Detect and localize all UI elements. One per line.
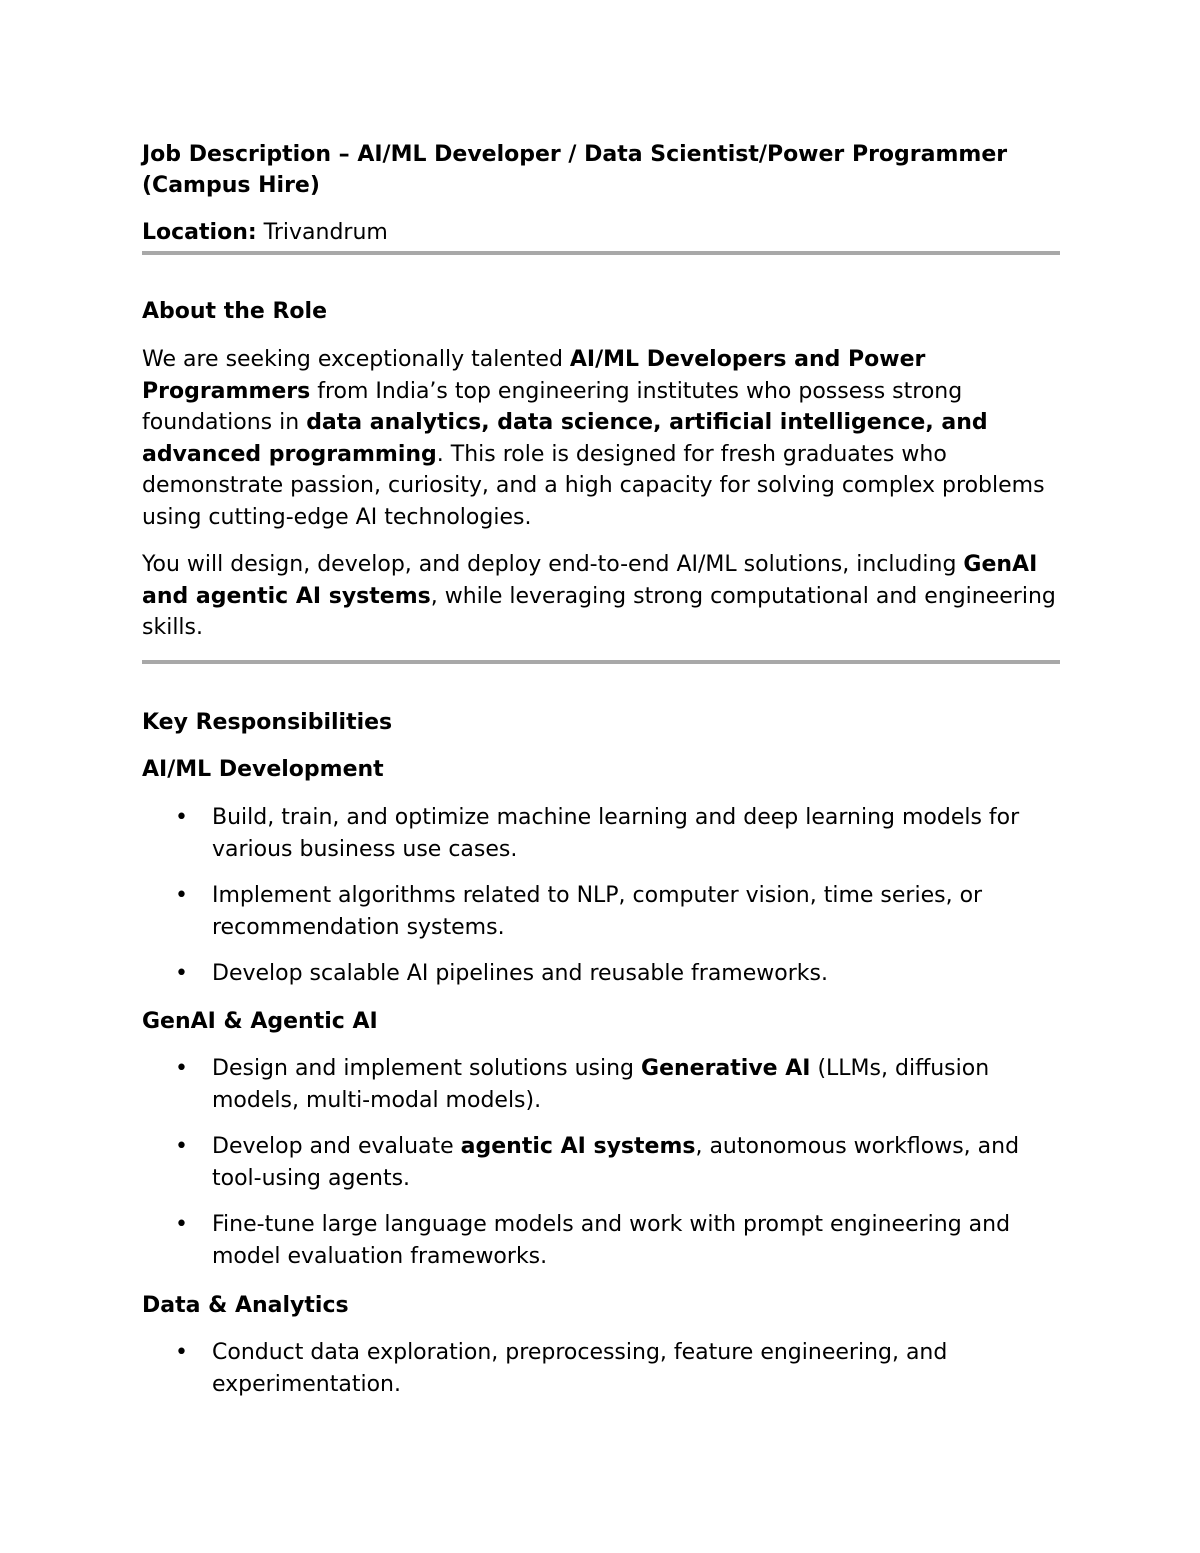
list-item [142, 1209, 1052, 1272]
list-item [142, 880, 1052, 943]
about-p1-text-3: . This role is designed for fresh graduates who demonstrate passion, curiosity, and a high capacity for solving complex problems using cutting-edge AI technologies. [142, 441, 1045, 530]
list-item [142, 958, 1052, 990]
list-item-text: Build, train, and optimize machine learning and deep learning models for various business use cases. [212, 805, 1020, 862]
list-item-text: Fine-tune large language models and work with prompt engineering and model evaluation frameworks. [212, 1212, 1011, 1269]
genai-list [142, 1053, 1060, 1287]
about-paragraph-2 [142, 549, 1060, 644]
bullet-icon: • [175, 1134, 188, 1159]
about-p2-text-1: You will design, develop, and deploy end-to-end AI/ML solutions, including [142, 552, 964, 577]
list-item-text: Develop scalable AI pipelines and reusable frameworks. [212, 961, 828, 986]
list-item-text: Implement algorithms related to NLP, computer vision, time series, or recommendation systems. [212, 883, 983, 940]
list-item-text: , autonomous workflows, and tool-using agents. [212, 1134, 1020, 1191]
list-item-text: (LLMs, diffusion models, multi-modal models). [212, 1056, 990, 1113]
bullet-icon: • [175, 961, 188, 986]
list-item [142, 802, 1052, 865]
list-item-bold: agentic AI systems [460, 1134, 696, 1159]
about-p2-text-2: , while leveraging strong computational and engineering skills. [142, 583, 1056, 640]
list-item [142, 1053, 1052, 1116]
bullet-icon: • [175, 1212, 188, 1237]
about-p1-text-2: from India’s top engineering institutes who possess strong foundations in [142, 378, 963, 435]
location-line [142, 217, 388, 248]
aiml-development-heading: AI/ML Development [142, 757, 384, 782]
location-label: Location: [142, 220, 257, 245]
about-p1-text-1: We are seeking exceptionally talented [142, 347, 570, 372]
list-item [142, 1337, 1052, 1400]
bullet-icon: • [175, 883, 188, 908]
bullet-icon: • [175, 1340, 188, 1365]
genai-heading: GenAI & Agentic AI [142, 1009, 378, 1034]
about-p1-bold-1: AI/ML Developers and Power Programmers [142, 347, 926, 404]
list-item-text: Conduct data exploration, preprocessing, feature engineering, and experimentation. [212, 1340, 948, 1397]
list-item-text: Develop and evaluate [212, 1134, 461, 1159]
list-item [142, 1131, 1052, 1194]
section-divider [142, 251, 1060, 255]
about-p2-bold-1: GenAI and agentic AI systems [142, 552, 1038, 609]
bullet-icon: • [175, 805, 188, 830]
document-title: Job Description – AI/ML Developer / Data Scientist/Power Programmer (Campus Hire) [142, 142, 1008, 198]
responsibilities-heading: Key Responsibilities [142, 710, 393, 735]
list-item-bold: Generative AI [641, 1056, 811, 1081]
list-item-text: Design and implement solutions using [212, 1056, 642, 1081]
about-p1-bold-2: data analytics, data science, artificial intelligence, and advanced programming [142, 410, 988, 467]
about-paragraph-1 [142, 344, 1060, 533]
about-heading: About the Role [142, 299, 328, 324]
aiml-development-list [142, 802, 1060, 1005]
data-analytics-heading: Data & Analytics [142, 1293, 349, 1318]
section-divider [142, 660, 1060, 664]
location-value: Trivandrum [263, 220, 388, 245]
bullet-icon: • [175, 1056, 188, 1081]
data-analytics-list [142, 1337, 1060, 1415]
